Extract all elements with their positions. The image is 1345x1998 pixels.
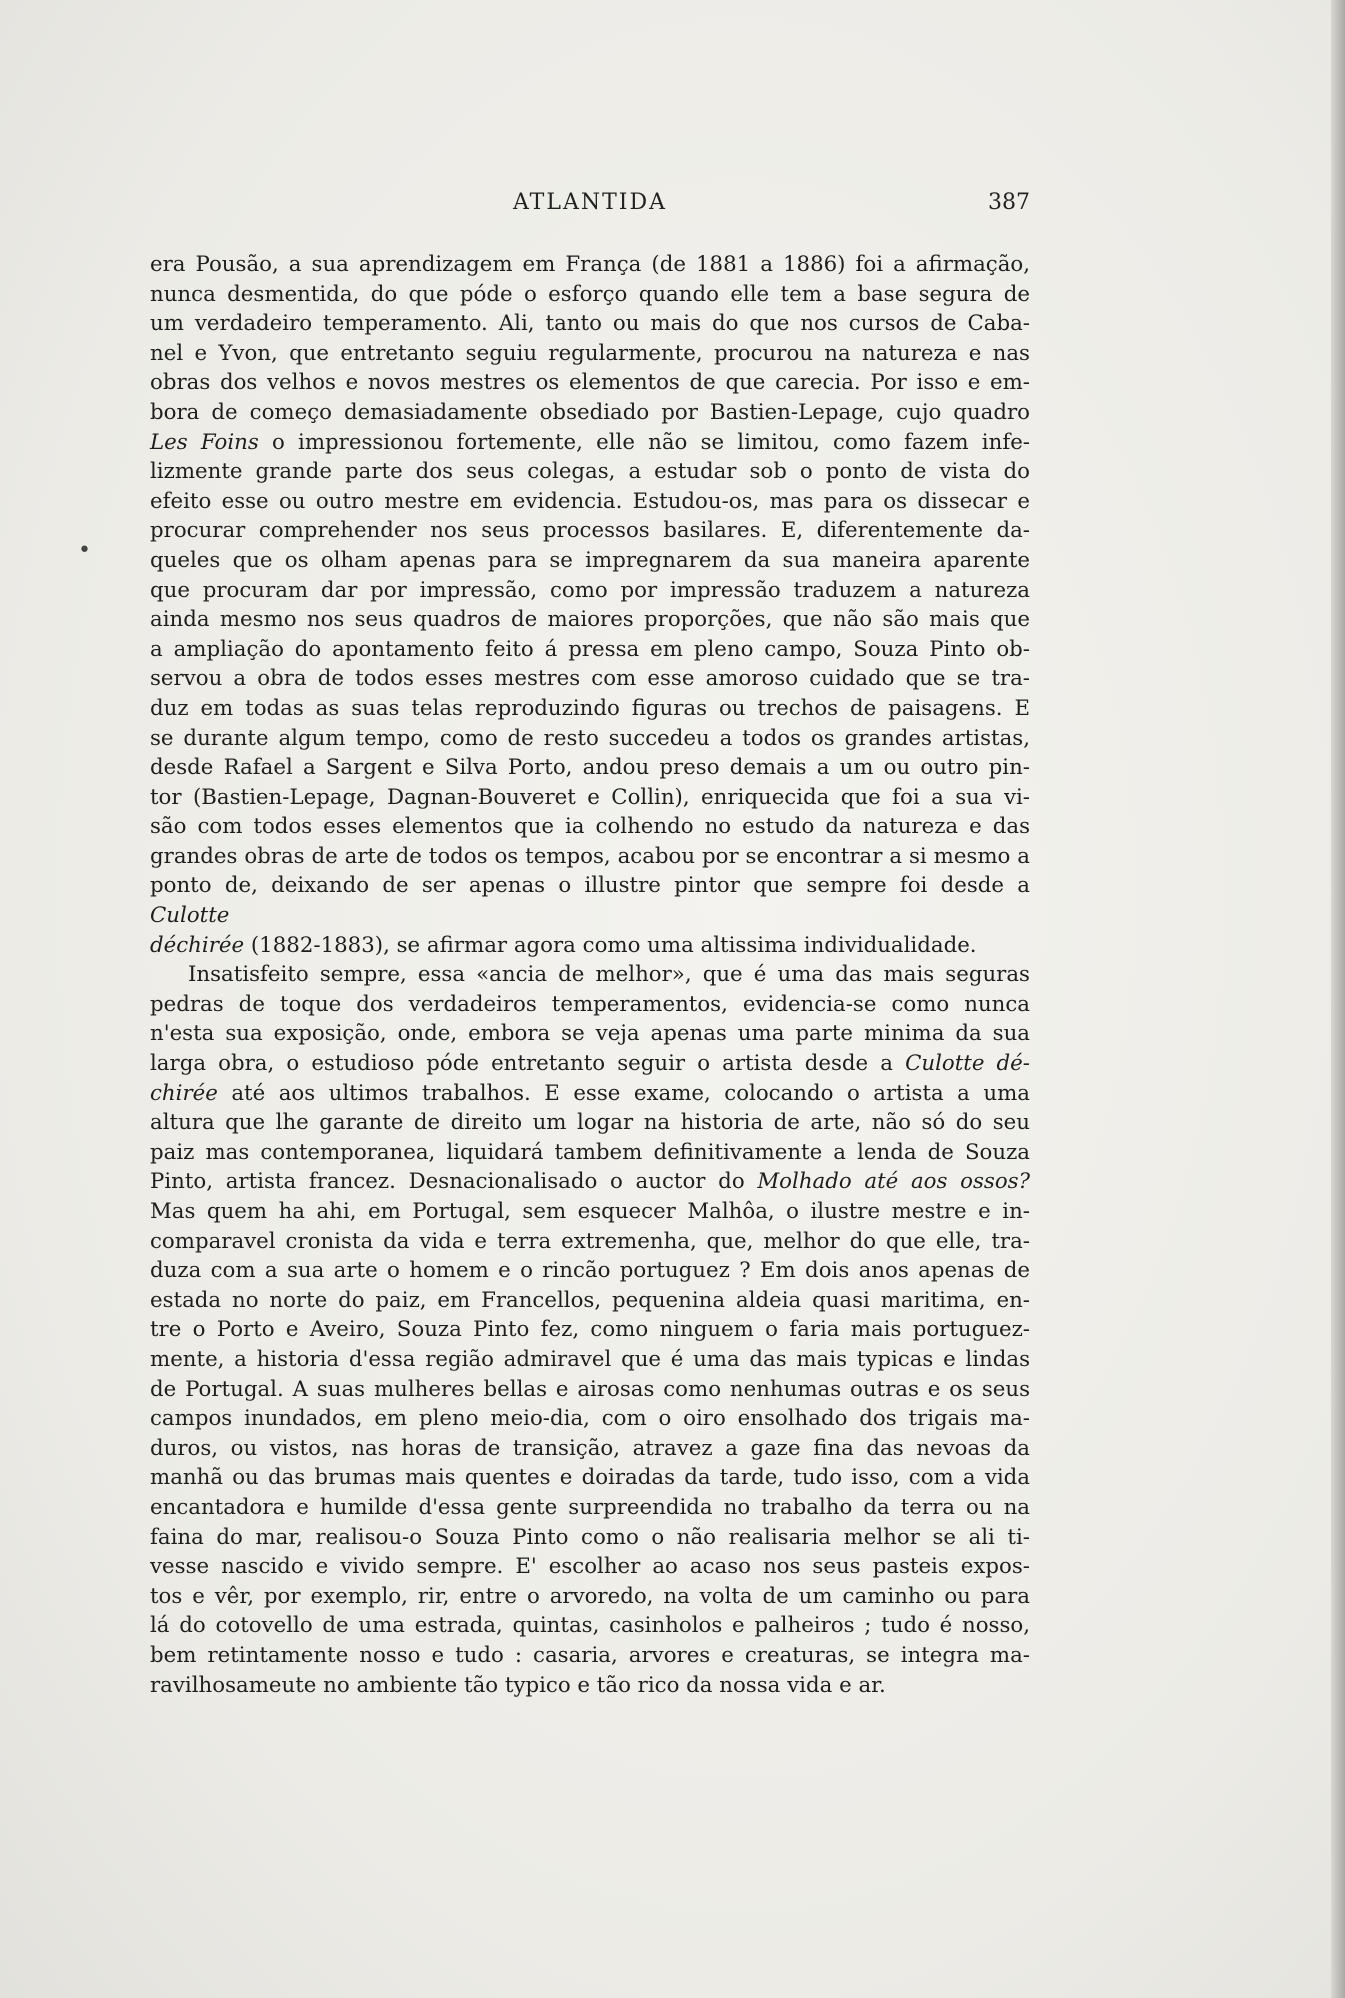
italic-title: Culotte [150, 903, 230, 929]
italic-title: déchirée [150, 932, 245, 958]
text-line [150, 1079, 1030, 1109]
italic-title: Molhado até aos ossos? [757, 1169, 1031, 1195]
text-line [150, 1167, 1030, 1197]
text-line: vesse nascido e vivido sempre. E' escolher ao acaso nos seus pasteis expos- [150, 1554, 1030, 1580]
text-line: paiz mas contemporanea, liquidará tambem definitivamente a lenda de Souza [150, 1139, 1030, 1165]
text-line: duza com a sua arte o homem e o rincão portuguez ? Em dois anos apenas de [150, 1258, 1030, 1284]
text-line [150, 1049, 1030, 1079]
page-header [150, 190, 1030, 220]
text-line: desde Rafael a Sargent e Silva Porto, andou preso demais a um ou outro pin- [150, 755, 1030, 781]
text-line: mente, a historia d'essa região admiravel que é uma das mais typicas e lindas [150, 1346, 1030, 1372]
text-line: lá do cotovello de uma estrada, quintas, casinholos e palheiros ; tudo é nosso, [150, 1613, 1030, 1639]
text-line: são com todos esses elementos que ia colhendo no estudo da natureza e das [150, 814, 1030, 840]
text-line: pedras de toque dos verdadeiros temperamentos, evidencia-se como nunca [150, 991, 1030, 1017]
text-line: campos inundados, em pleno meio-dia, com o oiro ensolhado dos trigais ma- [150, 1406, 1030, 1432]
text-line [150, 428, 1030, 458]
text-fragment: larga obra, o estudioso póde entretanto seguir o artista desde a [150, 1051, 906, 1077]
text-line: n'esta sua exposição, onde, embora se veja apenas uma parte minima da sua [150, 1021, 1030, 1047]
text-line [150, 871, 1030, 930]
text-line: duz em todas as suas telas reproduzindo figuras ou trechos de paisagens. E [150, 695, 1030, 721]
text-line: manhã ou das brumas mais quentes e doiradas da tarde, tudo isso, com a vida [150, 1465, 1030, 1491]
italic-title: chirée [150, 1080, 218, 1106]
page-edge-shadow [1331, 0, 1345, 1998]
page-number: 387 [988, 190, 1030, 215]
text-line: tor (Bastien-Lepage, Dagnan-Bouveret e Collin), enriquecida que foi a sua vi- [150, 784, 1030, 810]
text-line: nunca desmentida, do que póde o esforço quando elle tem a base segura de [150, 281, 1030, 307]
text-line: grandes obras de arte de todos os tempos, acabou por se encontrar a si mesmo a [150, 843, 1030, 869]
text-line: tos e vêr, por exemplo, rir, entre o arvoredo, na volta de um caminho ou para [150, 1583, 1030, 1609]
text-line: ainda mesmo nos seus quadros de maiores proporções, que não são mais que [150, 607, 1030, 633]
text-line: comparavel cronista da vida e terra extremenha, que, melhor do que elle, tra- [150, 1228, 1030, 1254]
text-line: era Pousão, a sua aprendizagem em França (de 1881 a 1886) foi a afirmação, [150, 252, 1030, 277]
text-line: lizmente grande parte dos seus colegas, a estudar sob o ponto de vista do [150, 459, 1030, 485]
text-line: queles que os olham apenas para se impregnarem da sua maneira aparente [150, 547, 1030, 573]
text-line: estada no norte do paiz, em Francellos, pequenina aldeia quasi maritima, en- [150, 1287, 1030, 1313]
text-line: de Portugal. A suas mulheres bellas e airosas como nenhumas outras e os seus [150, 1376, 1030, 1402]
text-line: bem retintamente nosso e tudo : casaria, arvores e creaturas, se integra ma- [150, 1642, 1030, 1668]
text-line [150, 931, 1030, 961]
text-fragment: Pinto, artista francez. Desnacionalisado o auctor do [150, 1169, 758, 1195]
text-line: altura que lhe garante de direito um logar na historia de arte, não só do seu [150, 1110, 1030, 1136]
text-line: Mas quem ha ahi, em Portugal, sem esquecer Malhôa, o ilustre mestre e in- [150, 1199, 1030, 1224]
text-line: a ampliação do apontamento feito á pressa em pleno campo, Souza Pinto ob- [150, 636, 1030, 662]
text-line: duros, ou vistos, nas horas de transição, atravez a gaze fina das nevoas da [150, 1435, 1030, 1461]
text-line: Insatisfeito sempre, essa «ancia de melhor», que é uma das mais seguras [188, 962, 1030, 988]
text-line: se durante algum tempo, como de resto succedeu a todos os grandes artistas, [150, 725, 1030, 751]
text-line: bora de começo demasiadamente obsediado por Bastien-Lepage, cujo quadro [150, 399, 1030, 425]
text-line: obras dos velhos e novos mestres os elementos de que carecia. Por isso e em- [150, 370, 1030, 396]
text-fragment: o impressionou fortemente, elle não se limitou, como fazem infe- [258, 429, 1030, 455]
text-line: efeito esse ou outro mestre em evidencia. Estudou-os, mas para os dissecar e [150, 488, 1030, 514]
text-line: um verdadeiro temperamento. Ali, tanto ou mais do que nos cursos de Caba- [150, 311, 1030, 337]
text-line: tre o Porto e Aveiro, Souza Pinto fez, como ninguem o faria mais portuguez- [150, 1317, 1030, 1343]
italic-title: Culotte dé- [905, 1051, 1030, 1077]
text-line: que procuram dar por impressão, como por impressão traduzem a natureza [150, 577, 1030, 603]
margin-dot: • [78, 538, 91, 563]
italic-title: Les Foins [150, 429, 259, 455]
running-title: ATLANTIDA [513, 190, 667, 215]
text-line: procurar comprehender nos seus processos basilares. E, diferentemente da- [150, 518, 1030, 544]
text-fragment: ponto de, deixando de ser apenas o illustre pintor que sempre foi desde a [150, 873, 1030, 899]
text-line: ravilhosameute no ambiente tão typico e tão rico da nossa vida e ar. [150, 1672, 886, 1698]
text-line: encantadora e humilde d'essa gente surpreendida no trabalho da terra ou na [150, 1494, 1030, 1520]
text-line: faina do mar, realisou-o Souza Pinto como o não realisaria melhor se ali ti- [150, 1524, 1030, 1550]
text-fragment: até aos ultimos trabalhos. E esse exame, colocando o artista a uma [217, 1080, 1030, 1106]
text-line: servou a obra de todos esses mestres com esse amoroso cuidado que se tra- [150, 666, 1030, 692]
body-text [150, 250, 1030, 1700]
text-line: nel e Yvon, que entretanto seguiu regularmente, procurou na natureza e nas [150, 340, 1030, 366]
text-fragment: (1882-1883), se afirmar agora como uma altissima individualidade. [244, 932, 977, 958]
